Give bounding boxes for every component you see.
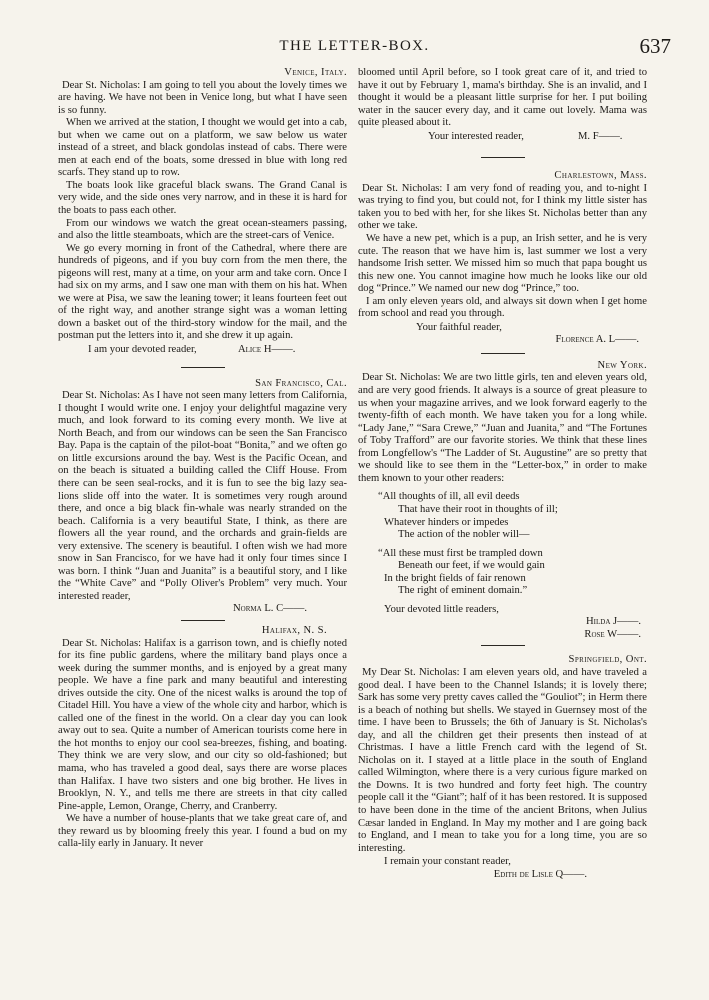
letter-closing: Your interested reader, — [428, 130, 524, 142]
section-divider — [481, 645, 525, 646]
letter-closing: Your devoted little readers, — [384, 603, 499, 615]
left-column — [58, 65, 347, 851]
letter-paragraph: From our windows we watch the great ocean-steamers passing, and also the little steamboats, which are the street-cars of Venice. — [58, 217, 347, 242]
letter-closing: I am your devoted reader, — [88, 344, 197, 356]
letter-san-francisco — [58, 378, 347, 616]
section-divider — [481, 157, 525, 158]
letter-paragraph: We go every morning in front of the Cathedral, where there are hundreds of pigeons, and if you buy corn from the men there, the pigeons will rest, many at a time, on your arm and take corn. Once I had six on my arms, and I saw one man with them on his hat. When we were at Pisa, we saw the leaning tower; it leans fourteen feet out of the right way, and another strange sight was a woman letting down a basket out of the third-story window for the mail, and the postman put the letters into it, and she drew it up again. — [58, 242, 347, 342]
letter-place: Springfield, Ont. — [568, 654, 647, 666]
letter-new-york — [358, 360, 647, 641]
letter-springfield — [358, 654, 647, 881]
letter-venice — [58, 67, 347, 357]
poem-line: “All these must first be trampled down — [378, 547, 543, 559]
poem-stanza — [378, 548, 647, 598]
letter-paragraph: We have a number of house-plants that we take great care of, and they reward us by blooming freely this year. I found a bud on my calla-lily early in January. It never — [58, 813, 347, 850]
page-header — [40, 34, 671, 64]
letter-paragraph: When we arrived at the station, I thought we would get into a cab, but when we came out on a platform, we saw below us water instead of a street, and black gondolas instead of cabs. There were men at each end of the boats, some dressed in blue with long red scarfs. They stand up to row. — [58, 117, 347, 179]
letter-place: Venice, Italy. — [284, 67, 347, 78]
poem-line: Whatever hinders or impedes — [384, 516, 509, 528]
letter-signature: M. F——. — [578, 130, 623, 142]
letter-paragraph: Dear St. Nicholas: I am very fond of reading you, and to-night I was trying to find you, but could not, for I think my little sister has taken you to bed with her, for she likes St. Nicholas better than any other we take. — [358, 182, 647, 232]
letter-halifax-continued — [358, 67, 647, 143]
letter-paragraph: The boats look like graceful black swans. The Grand Canal is very wide, and the side ones very narrow, and in these it is hard for the boats to pass each other. — [58, 179, 347, 217]
letter-signoff — [58, 344, 347, 357]
section-divider — [181, 620, 225, 621]
letter-charlestown — [358, 170, 647, 347]
letter-signature: Edith de Lisle Q——. — [493, 868, 587, 880]
letter-signature: Rose W——. — [584, 628, 641, 640]
poem-line: The action of the nobler will— — [398, 529, 530, 541]
letter-closing: Your faithful reader, — [416, 321, 502, 333]
page-number: 637 — [639, 34, 671, 58]
poem-line: Beneath our feet, if we would gain — [398, 560, 545, 572]
letter-paragraph: Dear St. Nicholas: Halifax is a garrison town, and is chiefly noted for its fine public gardens, where the military band plays once a week during the summer months, and is enjoyed by a great many people. We have a fine park and many beautiful and interesting drives outside the city. One of the nicest walks is around the top of Citadel Hill. You have a view of the whole city and harbor, which is called one of the finest in the world. On a clear day you can look away out to sea. Quite a number of American tourists come here in the hot months to enjoy our cool sea-breezes, fishing, and boating. They think we are very slow, and our city so old-fashioned; but mama, who has traveled a good deal, says there are worse places than Halifax. I have two sisters and one big brother. He lives in Brooklyn, N. Y., and tells me there are streets in that city called Pine-apple, Lemon, Orange, Cherry, and Cranberry. — [58, 637, 347, 812]
page-title: THE LETTER-BOX. — [279, 38, 430, 54]
letter-place: New York. — [597, 359, 647, 371]
letter-paragraph: Dear St. Nicholas: We are two little girls, ten and eleven years old, and are very good friends. It always is a source of great pleasure to us when your magazine arrives, and we look forward eagerly to the twenty-fifth of each month. We have taken you for a long while. “Lady Jane,” “Sara Crewe,” “Juan and Juanita,” and “The Fortunes of Toby Trafford” are our favorite stories. We think that these lines from Longfellow's “The Ladder of St. Augustine” are so pretty that we should like to see them in the “Letter-box,” in order to make them known to your other readers: — [358, 372, 647, 484]
letter-paragraph: Dear St. Nicholas: I am going to tell you about the lovely times we are having. We have not been in Venice long, but what I have seen is so funny. — [58, 79, 347, 116]
letter-place: Charlestown, Mass. — [554, 170, 647, 182]
section-divider — [181, 367, 225, 368]
letter-place: San Francisco, Cal. — [255, 377, 347, 389]
letter-paragraph: bloomed until April before, so I took great care of it, and tried to have it out by February 1, mama's birthday. She is an invalid, and I thought it would be a pleasant little surprise for her. I put boiling water in the saucer every day, and it came out lovely. Mama was quite pleased about it. — [358, 67, 647, 129]
letter-place: Halifax, N. S. — [261, 624, 327, 636]
letter-paragraph: We have a new pet, which is a pup, an Irish setter, and he is very cute. The reason that we have him is, last summer we lost a very handsome Irish setter. We missed him so much that papa bought us this new one. You cannot imagine how much he looks like our old dog “Prince.” We named our new dog “Prince,” too. — [358, 233, 647, 295]
letter-signoff — [358, 131, 647, 144]
poem-line: “All thoughts of ill, all evil deeds — [378, 491, 520, 503]
section-divider — [481, 353, 525, 354]
letter-paragraph: I am only eleven years old, and always sit down when I get home from school and read you through. — [358, 295, 647, 320]
letter-signature: Alice H——. — [238, 344, 296, 356]
letter-signature: Norma L. C——. — [233, 603, 307, 615]
letter-paragraph: My Dear St. Nicholas: I am eleven years old, and have traveled a good deal. I have been to the Channel Islands; it is lovely there; Sark has some very pretty caves called the “Gouliot”; in Herm there is a beach of nothing but shells. We stayed in Guernsey most of the time. I have been to Brussels; the 6th of January is St. Nicholas's day, and all the children get their presents then instead of at Christmas. I have a little French card with the legend of St. Nicholas on it. I stayed at a little place in the south of England called Wilmington, where there is a very curious figure marked on the Downs. It is two hundred and forty feet high. The country people call it the “Giant”; half of it has been restored. It is supposed to have been done in the time of the ancient Britons, when Julius Cæsar landed in England. In May my mother and I are going back to England, and I mean to take you for a long time, you are so interesting. — [358, 666, 647, 854]
poem-line: That have their root in thoughts of ill; — [398, 503, 558, 515]
letter-halifax — [58, 625, 347, 851]
letter-signature: Florence A. L——. — [555, 334, 639, 346]
letter-paragraph: Dear St. Nicholas: As I have not seen many letters from California, I thought I would write one. I enjoy your delightful magazine very much, and look forward to its coming every month. We live at North Beach, and from our windows can be seen the San Francisco Bay. Papa is the captain of the pilot-boat “Bonita,” and we often go on little excursions around the bay. West is the Pacific Ocean, and on the beach is situated a building called the Cliff House. From there can be seen seal-rocks, and it is fun to see the big lazy sea-lions slide off into the water. It is sometimes very rough around there, and once a big black fin-whale was nearly stranded on the beach. California is a very beautiful State, I think, as there are flowers all the year round, and the orchards and grain-fields are very extensive. The scenery is beautiful. I often wish we had more snow in San Francisco, for we have had it only four times since I was born. I think “Juan and Juanita” is a beautiful story, and I like the “White Cave” and “Polly Oliver's Problem” very much. Your interested reader, — [58, 390, 347, 602]
right-column — [358, 65, 647, 881]
poem-stanza — [378, 491, 647, 541]
letter-signature: Hilda J——. — [586, 616, 641, 628]
letter-closing: I remain your constant reader, — [384, 856, 511, 868]
poem-line: The right of eminent domain.” — [398, 585, 528, 597]
poem-line: In the bright fields of fair renown — [384, 572, 526, 584]
